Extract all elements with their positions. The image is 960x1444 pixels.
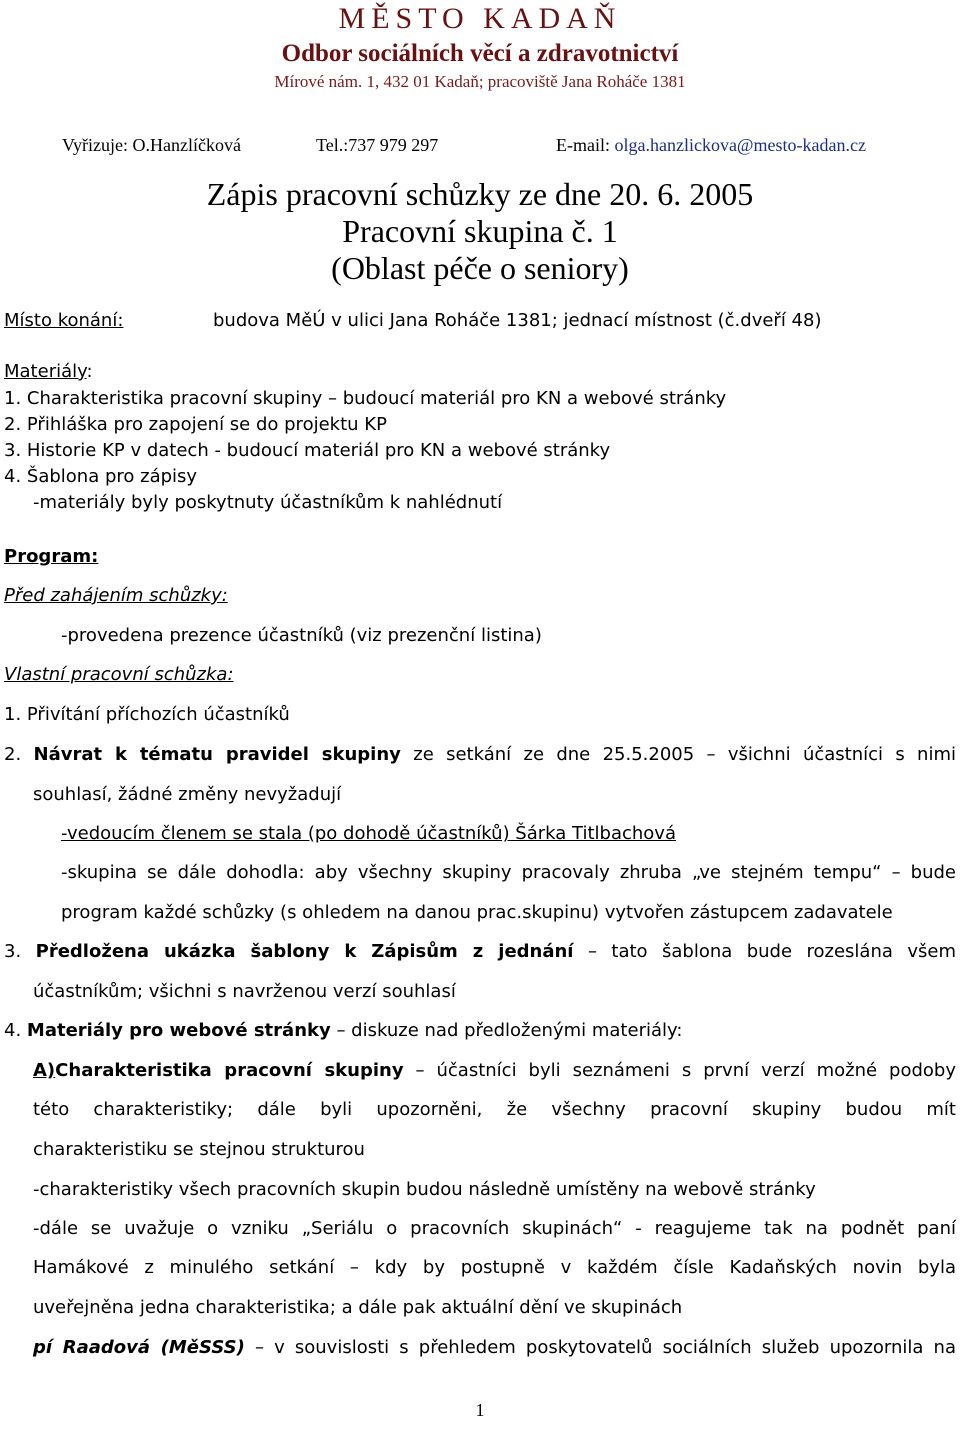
before-meeting-label: Před zahájením schůzky: <box>4 585 228 606</box>
series-paragraph-line: Hamákové z minulého setkání – kdy by postupně v každém čísle Kadaňských novin byla <box>33 1257 956 1278</box>
venue-label: Místo konání: <box>4 310 124 331</box>
group-agreement-note: -skupina se dále dohodla: aby všechny skupiny pracovaly zhruba „ve stejném tempu“ – bude <box>61 862 956 883</box>
email-label: E-mail: <box>556 135 610 155</box>
program-item-1: 1. Přivítání příchozích účastníků <box>4 704 290 725</box>
series-paragraph-line: uveřejněna jedna charakteristika; a dále pak aktuální dění ve skupinách <box>33 1297 683 1318</box>
item-4-topic: Materiály pro webové stránky <box>26 1020 331 1041</box>
materials-item: 4. Šablona pro zápisy <box>4 466 198 487</box>
group-title: Pracovní skupina č. 1 <box>342 213 618 249</box>
materials-item: 1. Charakteristika pracovní skupiny – budoucí materiál pro KN a webové stránky <box>4 388 727 409</box>
materials-item: 3. Historie KP v datech - budoucí materiál pro KN a webové stránky <box>4 440 611 461</box>
phone-number: Tel.:737 979 297 <box>316 135 439 155</box>
materials-label: Materiály <box>4 361 87 382</box>
document-title: Zápis pracovní schůzky ze dne 20. 6. 2005 <box>206 176 754 212</box>
email-block <box>556 135 866 156</box>
characteristics-line: této charakteristiky; dále byli upozorněni, že všechny pracovní skupiny budou mít <box>33 1099 956 1120</box>
program-item-3-continued: účastníkům; všichni s navrženou verzí souhlasí <box>33 981 456 1002</box>
item-2-topic: Návrat k tématu pravidel skupiny <box>33 744 401 765</box>
program-item-2: 2. Návrat k tématu pravidel skupiny ze setkání ze dne 25.5.2005 – všichni účastníci s nimi <box>4 744 957 765</box>
program-item-2-continued: souhlasí, žádné změny nevyžadují <box>33 784 342 805</box>
group-leader-note: -vedoucím členem se stala (po dohodě účastníků) Šárka Titlbachová <box>61 823 676 844</box>
page-number: 1 <box>475 1400 485 1420</box>
speaker-name: pí Raadová (MěSSS) <box>33 1337 245 1358</box>
before-meeting-text: -provedena prezence účastníků (viz prezenční listina) <box>61 625 542 646</box>
characteristics-paragraph: A)Charakteristika pracovní skupiny – účastníci byli seznámeni s první verzí možné podoby <box>33 1060 956 1081</box>
venue-value: budova MěÚ v ulici Jana Roháče 1381; jednací místnost (č.dveří 48) <box>213 310 822 331</box>
materials-item: 2. Přihláška pro zapojení se do projektu KP <box>4 414 387 435</box>
email-link[interactable]: olga.hanzlickova@mesto-kadan.cz <box>614 135 866 155</box>
characteristics-line: charakteristiku se stejnou strukturou <box>33 1139 365 1160</box>
program-item-3: 3. Předložena ukázka šablony k Zápisům z jednání – tato šablona bude rozeslána všem <box>4 941 956 962</box>
item-a-label: A) <box>33 1060 56 1081</box>
raadova-note: pí Raadová (MěSSS) – v souvislosti s přehledem poskytovatelů sociálních služeb upozornila na <box>33 1337 956 1358</box>
city-heading: MĚSTO KADAŇ <box>338 2 622 35</box>
item-3-topic: Předložena ukázka šablony k Zápisům z jednání <box>35 941 574 962</box>
materials-note: -materiály byly poskytnuty účastníkům k nahlédnutí <box>33 492 503 513</box>
handler-name: Vyřizuje: O.Hanzlíčková <box>62 135 241 155</box>
materials-heading: Materiály: <box>4 361 93 382</box>
own-meeting-label: Vlastní pracovní schůzka: <box>4 664 234 685</box>
program-item-4: 4. Materiály pro webové stránky – diskuze nad předloženými materiály: <box>4 1020 683 1041</box>
group-agreement-note-continued: program každé schůzky (s ohledem na danou prac.skupinu) vytvořen zástupcem zadavatele <box>61 902 893 923</box>
department-heading: Odbor sociálních věcí a zdravotnictví <box>281 40 679 67</box>
series-paragraph: -dále se uvažuje o vzniku „Seriálu o pracovních skupinách“ - reagujeme tak na podnět paní <box>33 1218 956 1239</box>
group-area-title: (Oblast péče o seniory) <box>331 250 629 286</box>
characteristics-line: -charakteristiky všech pracovních skupin budou následně umístěny na webově stránky <box>33 1179 816 1200</box>
office-address: Mírové nám. 1, 432 01 Kadaň; pracoviště Jana Roháče 1381 <box>274 72 686 91</box>
item-a-topic: Charakteristika pracovní skupiny <box>55 1060 404 1081</box>
program-heading: Program: <box>4 546 99 567</box>
